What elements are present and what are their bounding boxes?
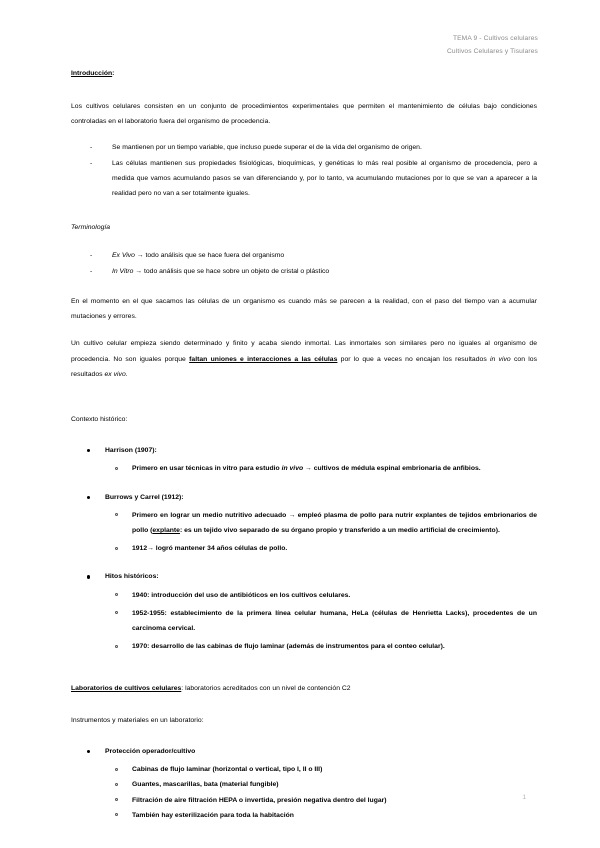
term-explante: explante [152, 527, 180, 535]
list-item: 1940: introducción del uso de antibióticos en los cultivos celulares. [71, 588, 537, 603]
list-item [71, 508, 537, 538]
contexto-group-list-hitos [71, 569, 537, 584]
subitem-text-part-2: → cultivos de médula espinal embrionaria de anfibios. [303, 465, 481, 473]
proteccion-subitem-list [71, 762, 537, 823]
list-item [71, 461, 537, 476]
section-heading-laboratorios [71, 681, 537, 696]
document-header [447, 33, 538, 58]
subitem-text-part-1: Primero en usar técnicas in vitro para estudio [132, 465, 282, 473]
term-in-vitro: In Vitro [112, 267, 134, 275]
subitem-text-part-1: Primero en lograr un medio nutritivo adecuado → empleó plasma de pollo para nutrir explantes de tejidos embrionarios de pollo ( [132, 511, 537, 535]
term-ex-vivo-definition: → todo análisis que se hace fuera del organismo [134, 251, 285, 259]
term-in-vivo-harrison: in vivo [281, 465, 304, 473]
list-item: 1912→ logró mantener 34 años células de pollo. [71, 541, 537, 556]
terminologia-list [71, 248, 537, 279]
contexto-group-list [71, 443, 537, 458]
terminologia-paragraph-realidad: En el momento en el que sacamos las células de un organismo es cuando más se parecen a la realidad, con el paso del tiempo van a acumular mutaciones y errores. [71, 298, 537, 321]
intro-bullet-list [71, 140, 537, 202]
document-body [71, 66, 537, 823]
page-number: 1 [522, 794, 526, 801]
section-heading-contexto-historico: Contexto histórico: [71, 416, 128, 424]
header-line-topic: TEMA 9 - Cultivos celulares [452, 35, 538, 42]
term-ex-vivo: Ex Vivo [112, 251, 135, 259]
list-item: - Se mantienen por un tiempo variable, que incluso puede superar el de la vida del organismo de origen. [71, 140, 537, 155]
section-heading-introduccion-text: Introducción [71, 70, 113, 77]
emphasis-faltan-uniones: faltan uniones e interacciones a las células [189, 355, 338, 363]
harrison-subitem-list [71, 461, 537, 476]
list-item-harrison: Harrison (1907): [71, 443, 537, 458]
burrows-subitem-list [71, 508, 537, 557]
list-item-proteccion-operador: Protección operador/cultivo [71, 744, 537, 759]
paragraph-text-part-3: con los resultados [71, 355, 537, 378]
term-in-vitro-definition: → todo análisis que se hace sobre un objeto de cristal o plástico [133, 267, 330, 275]
list-item [71, 248, 537, 263]
proteccion-group-list [71, 744, 537, 759]
laboratorios-intro-text: Instrumentos y materiales en un laboratorio: [71, 716, 204, 724]
list-item: 1970: desarrollo de las cabinas de flujo laminar (además de instrumentos para el conteo celular). [71, 639, 537, 654]
list-item-hitos-historicos: Hitos históricos: [71, 569, 537, 584]
section-heading-terminologia: Terminología [71, 224, 111, 232]
section-heading-introduccion [71, 66, 537, 81]
contexto-group-list-burrows [71, 490, 537, 505]
paragraph-text-part-4: . [125, 370, 128, 378]
term-in-vivo: in vivo [489, 355, 511, 363]
list-item [71, 264, 537, 279]
list-item: 1952-1955: establecimiento de la primera línea celular humana, HeLa (células de Henrietta Lacks), procedentes de un carcinoma cervical. [71, 606, 537, 636]
paragraph-text-part-1: Un cultivo celular empieza siendo determinado y finito y acaba siendo inmortal. Las inmortales son similares pero no iguales al organismo de procedencia. No son iguales porque [71, 340, 537, 363]
section-heading-laboratorios-text: Laboratorios de cultivos celulares [71, 685, 182, 693]
paragraph-text-part-2: por lo que a veces no encajan los resultados [337, 355, 490, 363]
list-item: - Las células mantienen sus propiedades fisiológicas, bioquímicas, y genéticas lo más real posible al organismo de procedencia, pero a medida que vamos acumulando pasos se van diferenciando y, por lo tanto, va acumulando mutaciones por lo que se van a aparecer a la realidad pero no van a ser totalmente iguales. [71, 156, 537, 202]
list-item: Cabinas de flujo laminar (horizontal o vertical, tipo I, II o III) [71, 762, 537, 777]
list-item: También hay esterilización para toda la habitación [71, 808, 537, 823]
subitem-text-part-2: : es un tejido vivo separado de su órgano propio y transferido a un medio artificial de crecimiento). [179, 527, 500, 535]
hitos-subitem-list [71, 588, 537, 655]
terminologia-paragraph-inmortalidad [71, 336, 537, 382]
section-heading-introduccion-colon: : [112, 70, 115, 77]
section-heading-laboratorios-description: : laboratorios acreditados con un nivel de contención C2 [181, 685, 351, 693]
list-item: Guantes, mascarillas, bata (material fungible) [71, 777, 537, 792]
list-item-burrows-carrel: Burrows y Carrel (1912): [71, 490, 537, 505]
intro-paragraph: Los cultivos celulares consisten en un conjunto de procedimientos experimentales que permiten el mantenimiento de células bajo condiciones controladas en el laboratorio fuera del organismo de procedencia. [71, 103, 537, 126]
header-line-course: Cultivos Celulares y Tisulares [447, 47, 538, 55]
list-item: Filtración de aire filtración HEPA o invertida, presión negativa dentro del lugar) [71, 793, 537, 808]
term-ex-vivo-inline: ex vivo [104, 370, 126, 378]
